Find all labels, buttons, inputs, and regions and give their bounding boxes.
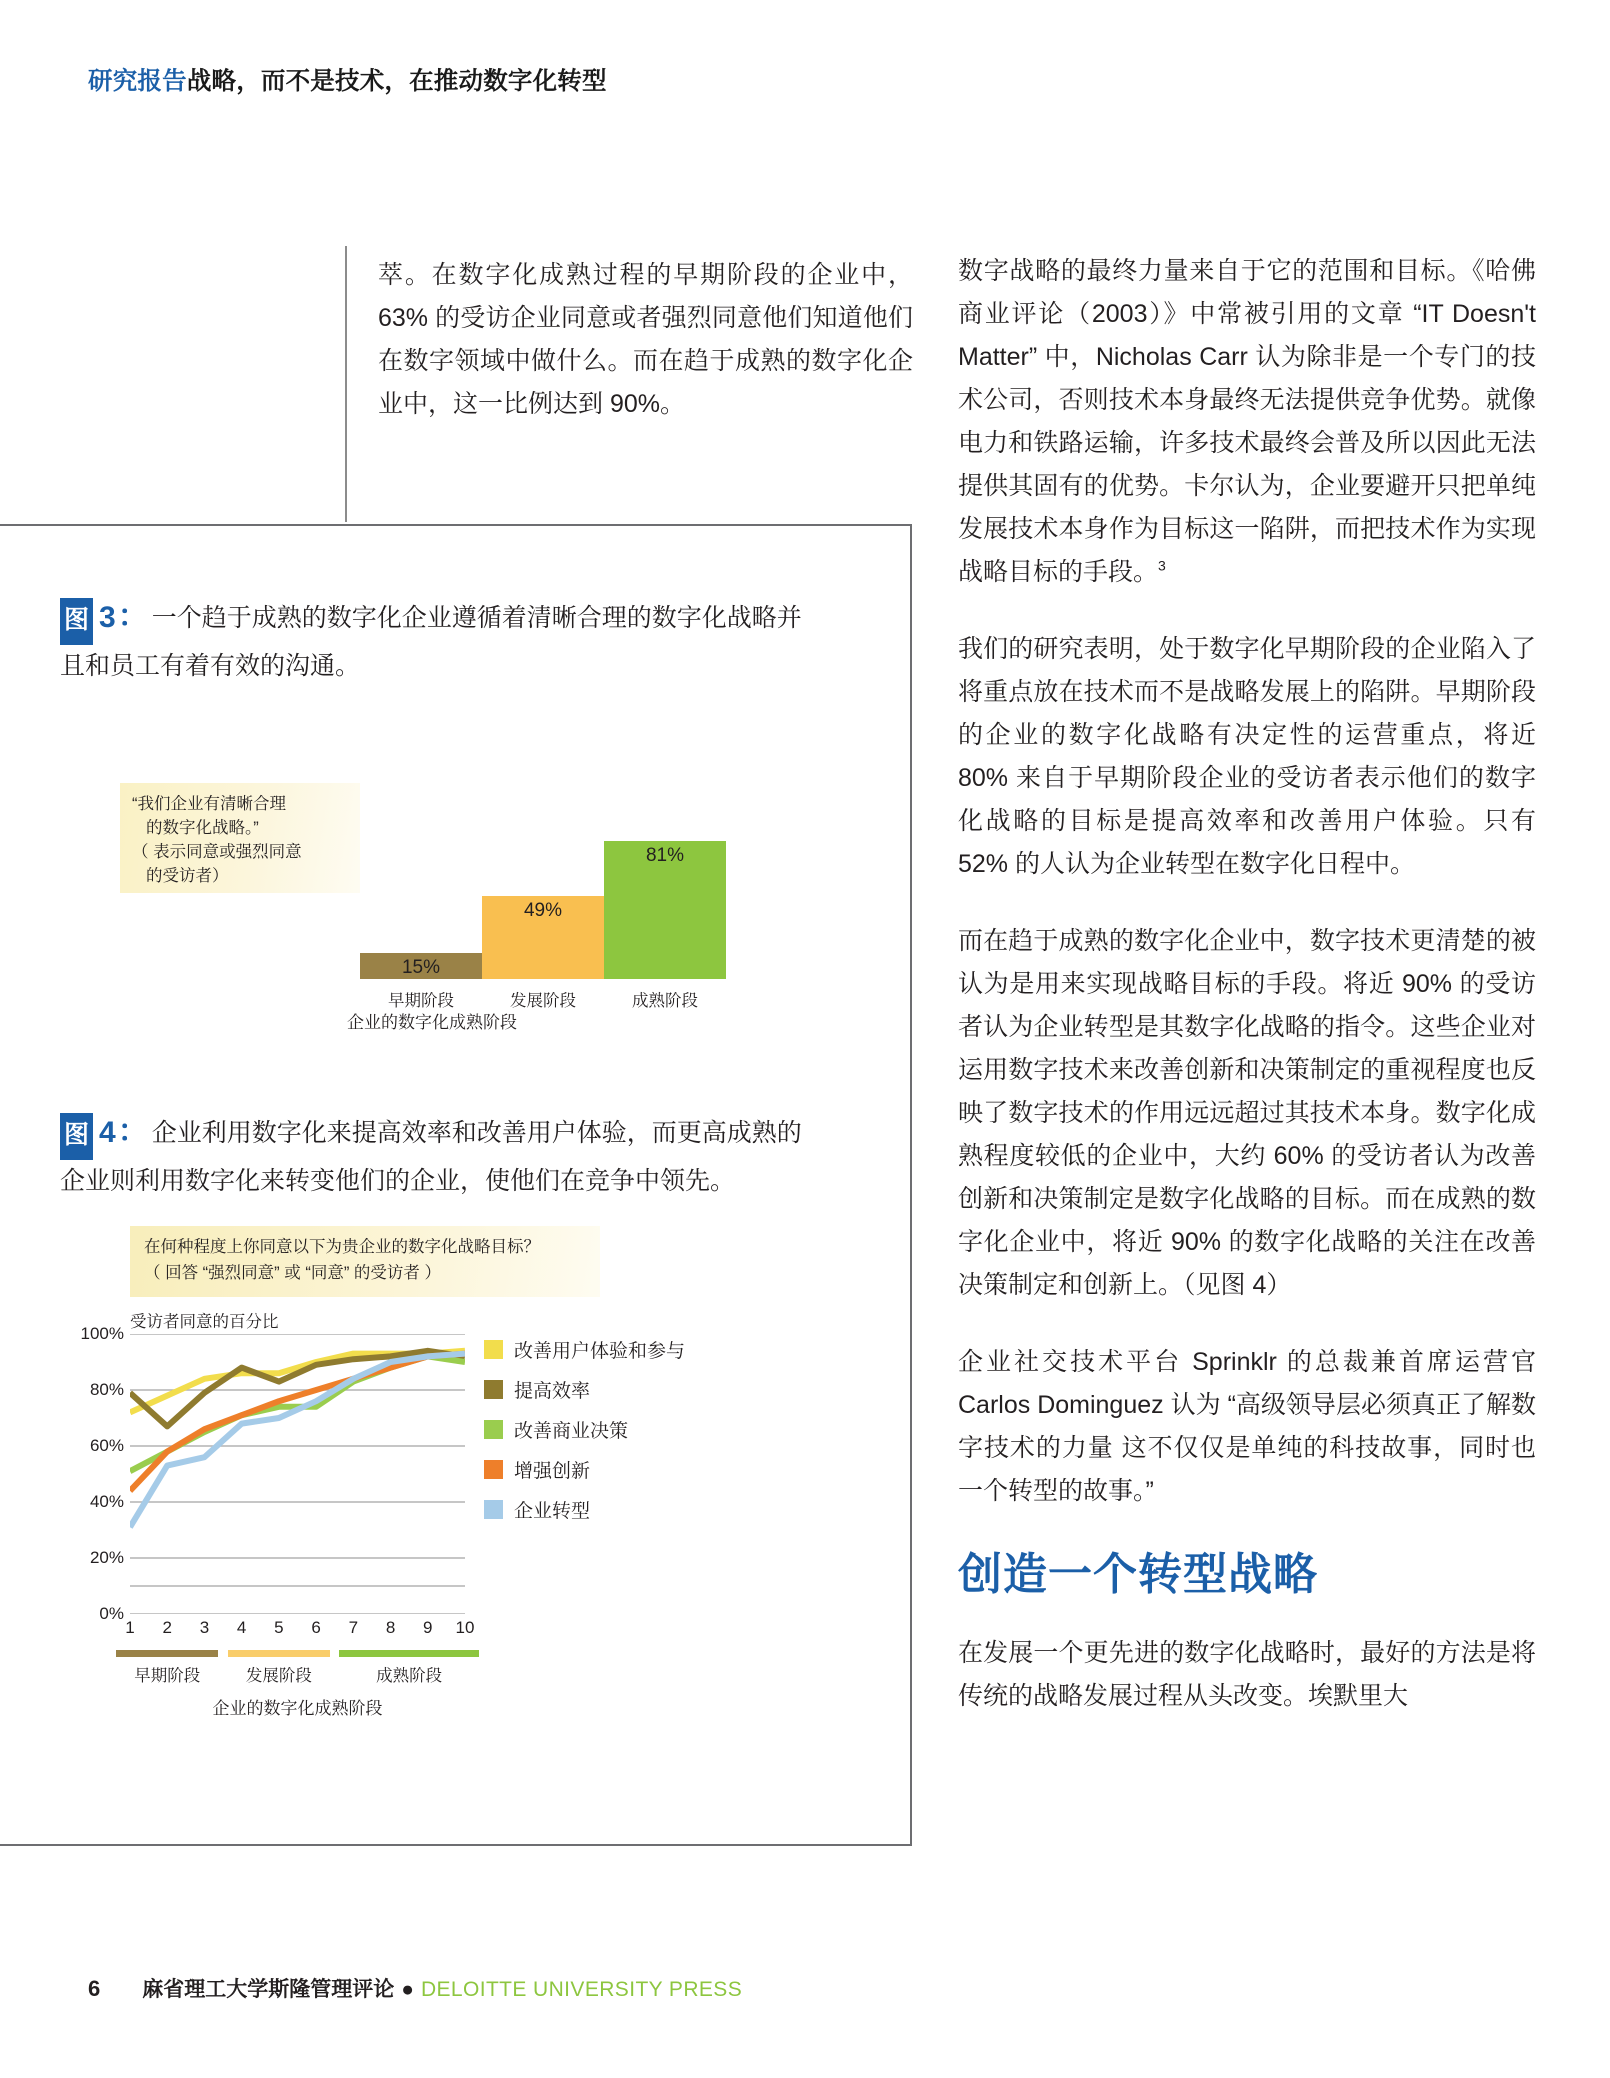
figure4-line-chart: [80, 1226, 802, 1746]
footer-press-name: DELOITTE UNIVERSITY PRESS: [420, 1978, 743, 2001]
figure4-x-axis-label: 企业的数字化成熟阶段: [212, 1699, 383, 1718]
x-tick-label: 1: [125, 1618, 135, 1637]
bar-category-maturing: 成熟阶段: [632, 992, 698, 1010]
right-paragraph-5: 在发展一个更先进的数字化战略时，最好的方法是将传统的战略发展过程从头改变。埃默里大: [958, 1639, 1536, 1710]
right-column: [958, 250, 1536, 1752]
bar-column-early: [360, 809, 482, 1010]
bar-column-maturing: [604, 809, 726, 1010]
footer-publication: 麻省理工大学斯隆管理评论: [142, 1978, 395, 2001]
right-paragraph-1-text: 数字战略的最终力量来自于它的范围和目标。《哈佛商业评论（2003）》中常被引用的文章 “IT Doesn't Matter” 中，Nicholas Carr 认为除非是一个专门的技术公司，否则技术本身最终无法提供竞争优势。就像电力和铁路运输，许多技术最终会普及所以因此无法提供其固有的优势。卡尔认为，企业要避开只把单纯发展技术本身作为目标这一陷阱，而把技术作为实现战略目标的手段。: [958, 257, 1536, 586]
x-tick-label: 5: [274, 1618, 284, 1637]
figure4-y-axis-label: 受访者同意的百分比: [130, 1313, 279, 1331]
figure3-axis-label: 企业的数字化成熟阶段: [347, 1013, 517, 1032]
figure4-x-tick-labels: [125, 1618, 475, 1644]
x-tick-label: 9: [423, 1618, 433, 1637]
y-tick-label: 80%: [89, 1380, 124, 1399]
right-paragraph-4: 企业社交技术平台 Sprinklr 的总裁兼首席运营官 Carlos Dominguez 认为 “高级领导层必须真正了解数字技术的力量 这不仅仅是单纯的科技故事，同时也一个转型的故事。”: [958, 1348, 1536, 1505]
x-tick-label: 7: [348, 1618, 359, 1637]
y-tick-label: 0%: [99, 1604, 124, 1623]
x-tick-label: 8: [385, 1618, 396, 1637]
x-tick-label: 10: [455, 1618, 475, 1637]
right-paragraph-2: 我们的研究表明，处于数字化早期阶段的企业陷入了将重点放在技术而不是战略发展上的陷阱。早期阶段的企业的数字化战略有决定性的运营重点，将近 80% 来自于早期阶段企业的受访者表示他们的数字化战略的目标是提高效率和改善用户体验。只有 52% 的人认为企业转型在数字化日程中。: [958, 635, 1536, 878]
stage-label-0: 早期阶段: [134, 1667, 201, 1685]
figure3-badge: 图: [60, 598, 93, 645]
left-column-rule: [345, 246, 347, 522]
figure4-question-box: [130, 1226, 600, 1297]
legend-label-2: 改善商业决策: [514, 1421, 629, 1442]
figure3-colon: ：: [117, 600, 148, 633]
figure4-question-line1: 在何种程度上你同意以下为贵企业的数字化战略目标？: [144, 1238, 540, 1256]
legend-swatch-4: [484, 1500, 503, 1519]
figure-panel: [0, 524, 912, 1846]
stage-label-2: 成熟阶段: [376, 1667, 443, 1685]
figure3-number: 3: [99, 601, 116, 634]
bar-category-early: 早期阶段: [388, 992, 454, 1010]
left-column-paragraph: 萃。在数字化成熟过程的早期阶段的企业中，63% 的受访企业同意或者强烈同意他们知道他们在数字领域中做什么。而在趋于成熟的数字化企业中，这一比例达到 90%。: [378, 261, 913, 418]
running-header-blue: 研究报告: [88, 68, 187, 95]
figure3-bar-chart: [112, 761, 772, 1032]
legend-label-4: 企业转型: [514, 1501, 591, 1522]
x-tick-label: 3: [199, 1618, 210, 1637]
figure4-badge: 图: [60, 1113, 93, 1160]
figure4-caption-text: 企业利用数字化来提高效率和改善用户体验，而更高成熟的企业则利用数字化来转变他们的企业，使他们在竞争中领先。: [60, 1119, 802, 1195]
figure4-colon: ：: [117, 1115, 148, 1148]
figure4-number: 4: [99, 1116, 116, 1149]
figure4-legend: [484, 1336, 685, 1536]
legend-label-0: 改善用户体验和参与: [514, 1341, 686, 1362]
bar-value-early: 15%: [401, 957, 441, 978]
legend-item-4: [484, 1496, 685, 1523]
right-paragraph-1: [958, 250, 1536, 594]
figure3-caption-text: 一个趋于成熟的数字化企业遵循着清晰合理的数字化战略并且和员工有着有效的沟通。: [60, 604, 802, 680]
legend-item-2: [484, 1416, 685, 1443]
legend-swatch-2: [484, 1420, 503, 1439]
x-tick-label: 4: [236, 1618, 247, 1637]
section-heading: 创造一个转型战略: [958, 1550, 1318, 1599]
y-tick-label: 40%: [89, 1492, 124, 1511]
running-header: [88, 62, 607, 97]
footer-separator-dot: ●: [401, 1978, 414, 2001]
legend-item-1: [484, 1376, 685, 1403]
figure4-plot-area: [80, 1324, 465, 1623]
bar-value-maturing: 81%: [645, 845, 685, 866]
figure4-svg: [130, 1334, 465, 1614]
running-header-title: 战略，而不是技术，在推动数字化转型: [186, 68, 607, 95]
figure3-callout-line1: “我们企业有清晰合理: [132, 795, 286, 813]
stage-band-0: [116, 1650, 218, 1657]
footer-page-number: 6: [88, 1976, 101, 2001]
stage-band-1: [228, 1650, 330, 1657]
x-tick-label: 2: [162, 1618, 172, 1637]
y-tick-label: 100%: [80, 1324, 124, 1343]
bar-category-developing: 发展阶段: [510, 992, 576, 1010]
legend-item-3: [484, 1456, 685, 1483]
figure3-callout-line3: （ 表示同意或强烈同意: [132, 842, 302, 861]
figure3-callout-box: [120, 783, 360, 893]
figure4-question-line2: （ 回答 “强烈同意” 或 “同意” 的受访者 ）: [144, 1263, 441, 1282]
y-tick-label: 20%: [89, 1548, 124, 1567]
legend-item-0: [484, 1336, 685, 1363]
bar-value-developing: 49%: [523, 900, 563, 921]
legend-swatch-0: [484, 1340, 503, 1359]
figure3-caption: [60, 591, 820, 688]
legend-label-1: 提高效率: [514, 1381, 591, 1402]
stage-band-2: [339, 1650, 479, 1657]
stage-label-1: 发展阶段: [245, 1667, 312, 1685]
y-tick-label: 60%: [89, 1436, 124, 1455]
legend-label-3: 增强创新: [514, 1461, 591, 1482]
bar-column-developing: [482, 809, 604, 1010]
legend-swatch-1: [484, 1380, 503, 1399]
page-footer: [88, 1973, 742, 2003]
figure3-callout-line2: 的数字化战略。”: [146, 818, 259, 837]
footnote-marker-3: 3: [1158, 557, 1166, 574]
figure4-caption: [60, 1106, 820, 1203]
figure3-callout-line4: 的受访者）: [146, 866, 229, 885]
x-tick-label: 6: [311, 1618, 321, 1637]
right-paragraph-3: 而在趋于成熟的数字化企业中，数字技术更清楚的被认为是用来实现战略目标的手段。将近 90% 的受访者认为企业转型是其数字化战略的指令。这些企业对运用数字技术来改善创新和决策制定的重视程度也反映了数字技术的作用远远超过其技术本身。数字化成熟程度较低的企业中，大约 60% 的受访者认为改善创新和决策制定是数字化战略的目标。而在成熟的数字化企业中，将近 90% 的数字化战略的关注在改善决策制定和创新上。（见图 4）: [958, 927, 1536, 1299]
legend-swatch-3: [484, 1460, 503, 1479]
